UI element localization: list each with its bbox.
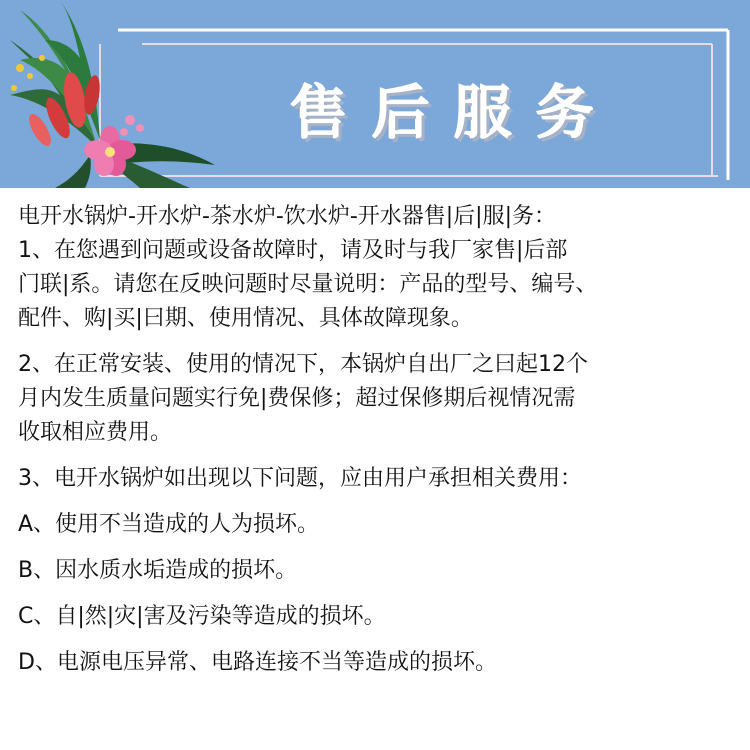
item2-line2: 月内发生质量问题实行免|费保修；超过保修期后视情况需	[18, 386, 576, 411]
service-heading: 电开水锅炉-开水炉-茶水炉-饮水炉-开水器售|后|服|务：	[18, 204, 556, 229]
item1-line2: 门联|系。请您在反映问题时尽量说明：产品的型号、编号、	[18, 272, 598, 297]
item3-c: C、自|然|灾|害及污染等造成的损坏。	[18, 604, 386, 629]
item3-b: B、因水质水垢造成的损坏。	[18, 558, 298, 583]
banner-title: 售后服务	[289, 79, 618, 147]
tropical-plant-icon	[0, 0, 260, 188]
item2-line3: 收取相应费用。	[18, 420, 173, 445]
item3-line1: 3、电开水锅炉如出现以下问题，应由用户承担相关费用：	[18, 466, 582, 491]
item3-a: A、使用不当造成的人为损坏。	[18, 512, 320, 537]
item2-line1: 2、在正常安装、使用的情况下，本锅炉自出厂之曰起12个	[18, 352, 588, 377]
item3-d: D、电源电压异常、电路连接不当等造成的损坏。	[18, 650, 497, 675]
header-banner	[0, 0, 750, 188]
item1-line1: 1、在您遇到问题或设备故障时，请及时与我厂家售|后部	[18, 238, 568, 263]
item1-line3: 配件、购|买|曰期、使用情况、具体故障现象。	[18, 306, 473, 331]
service-content	[18, 200, 742, 680]
